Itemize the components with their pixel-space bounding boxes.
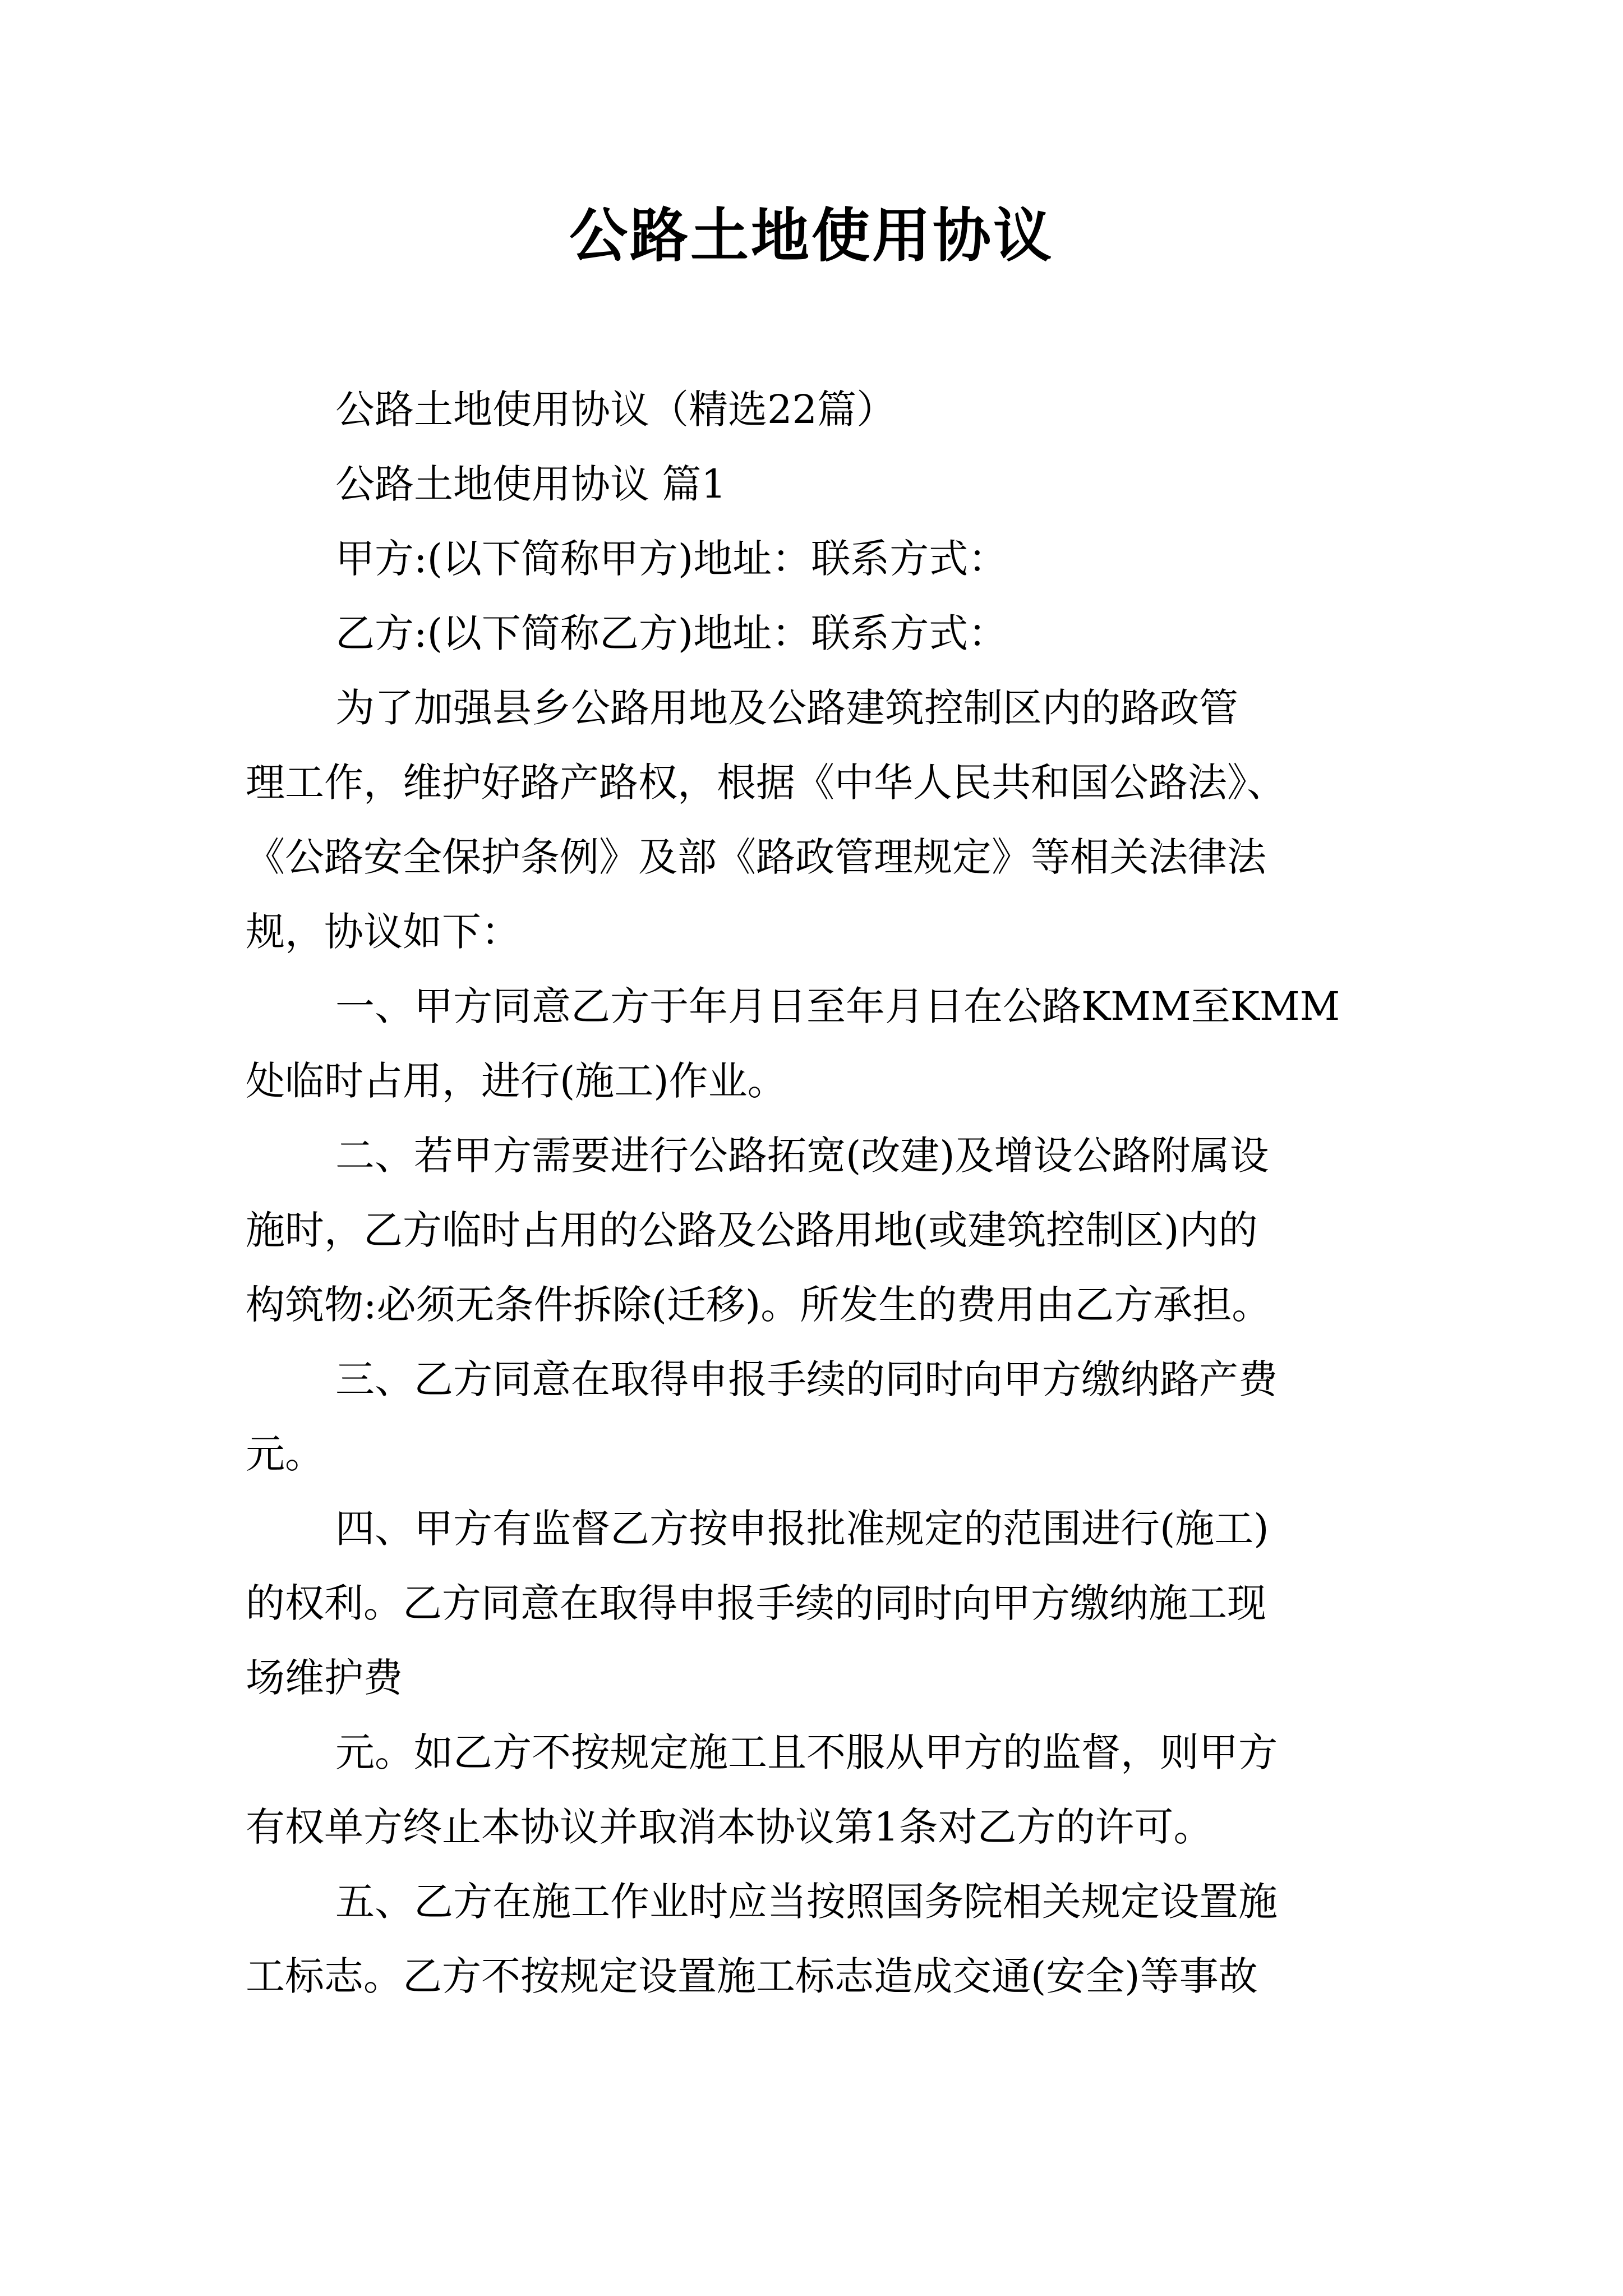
paragraph-line: 理工作，维护好路产路权，根据《中华人民共和国公路法》、 [246,760,1286,806]
paragraph-line: 有权单方终止本协议并取消本协议第1条对乙方的许可。 [246,1804,1213,1850]
paragraph-line: 乙方:(以下简称乙方)地址：联系方式： [335,610,1008,656]
paragraph-line: 元。 [246,1431,324,1477]
paragraph-line: 二、若甲方需要进行公路拓宽(改建)及增设公路附属设 [335,1133,1269,1179]
paragraph-line: 甲方:(以下简称甲方)地址：联系方式： [335,536,1008,582]
paragraph-line: 《公路安全保护条例》及部《路政管理规定》等相关法律法 [246,834,1266,880]
paragraph-line: 的权利。乙方同意在取得申报手续的同时向甲方缴纳施工现 [246,1580,1266,1626]
paragraph-line: 为了加强县乡公路用地及公路建筑控制区内的路政管 [335,685,1238,731]
paragraph-line: 场维护费 [246,1655,403,1701]
paragraph-line: 五、乙方在施工作业时应当按照国务院相关规定设置施 [335,1879,1278,1925]
paragraph-line: 一、甲方同意乙方于年月日至年月日在公路KMM至KMM [335,983,1340,1029]
paragraph-line: 处临时占用，进行(施工)作业。 [246,1058,787,1104]
paragraph-line: 公路土地使用协议 篇1 [335,461,726,507]
paragraph-line: 构筑物:必须无条件拆除(迁移)。所发生的费用由乙方承担。 [246,1282,1271,1328]
paragraph-line: 规，协议如下： [246,909,520,955]
paragraph-line: 施时，乙方临时占用的公路及公路用地(或建筑控制区)内的 [246,1207,1258,1253]
paragraph-line: 公路土地使用协议（精选22篇） [335,386,896,432]
paragraph-line: 工标志。乙方不按规定设置施工标志造成交通(安全)等事故 [246,1953,1258,1999]
document-title: 公路土地使用协议 [569,201,1054,270]
paragraph-line: 三、乙方同意在取得申报手续的同时向甲方缴纳路产费 [335,1356,1278,1402]
document-body [246,372,1384,2014]
paragraph-line: 元。如乙方不按规定施工且不服从甲方的监督，则甲方 [335,1729,1278,1775]
paragraph-line: 四、甲方有监督乙方按申报批准规定的范围进行(施工) [335,1506,1269,1552]
